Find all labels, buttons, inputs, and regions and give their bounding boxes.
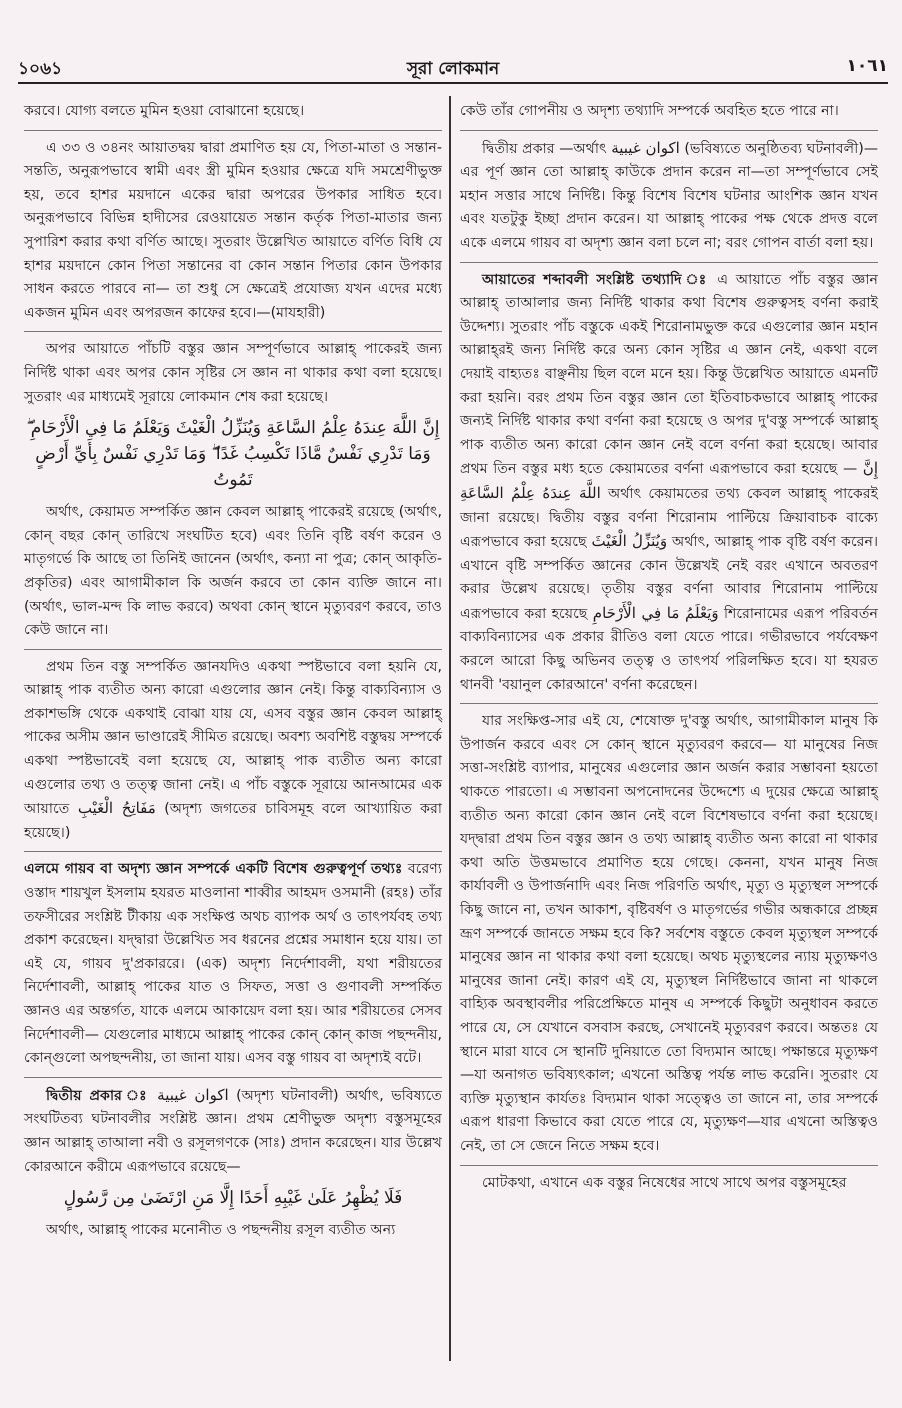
paragraph: করবে। যোগ্য বলতে মুমিন হওয়া বোঝানো হয়েছে। xyxy=(24,103,305,119)
left-column xyxy=(24,100,442,1249)
section-heading: আয়াতের শব্দাবলী সংশ্লিষ্ট তথ্যাদি ঃ xyxy=(482,271,710,288)
paragraph xyxy=(24,1084,442,1179)
paragraph-divider xyxy=(460,262,878,263)
paragraph-text: (অদৃশ্য জগতের চাবিসমূহ বলে আখ্যায়িত করা হয়েছে।) xyxy=(24,801,442,841)
paragraph: কেউ তাঁর গোপনীয় ও অদৃশ্য তথ্যাদি সম্পর্কে অবহিত হতে পারে না। xyxy=(460,103,839,119)
surah-title: সূরা লোকমান xyxy=(406,59,500,79)
arabic-verse: فَلَا يُظْهِرُ عَلَىٰ غَيْبِهِ أَحَدًا إِلَّا مَنِ ارْتَضَىٰ مِن رَّسُولٍ xyxy=(63,1188,403,1209)
paragraph: অপর আয়াতে পাঁচটি বস্তুর জ্ঞান সম্পূর্ণভাবে আল্লাহ্‌ পাকেরই জন্য নির্দিষ্ট থাকা এবং অপর কোন সৃষ্টির সে জ্ঞান না থাকার কথা বলা হয়েছে। সুতরাং এর মাধ্যমেই সূরায়ে লোকমান শেষ করা হয়েছে। xyxy=(24,341,442,405)
paragraph-divider xyxy=(24,331,442,332)
paragraph-text: প্রথম তিন বস্তু সম্পর্কিত জ্ঞানযদিও একথা স্পষ্টভাবে বলা হয়নি যে, আল্লাহ্‌ পাক ব্যতীত অন্য কারো এগুলোর জ্ঞান নেই। কিন্তু বাক্যবিন্যাস ও প্রকাশভঙ্গি থেকে একথাই বোঝা যায় যে, এসব বস্তুর জ্ঞান কেবল আল্লাহ্‌ পাকের অসীম জ্ঞান ভাণ্ডারেই সীমিত রয়েছে। অবশ্য অবশিষ্ট বস্তুদ্বয় সম্পর্কে একথা স্পষ্টভাবেই বলা হয়েছে যে, আল্লাহ্‌ পাক ব্যতীত অন্য কারো এগুলোর তথ্য ও তত্ত্ব জানা নেই। এ পাঁচ বস্তুকে সূরায়ে আনআমের এক আয়াতে xyxy=(24,658,442,818)
arabic-verse: إِنَّ اللَّهَ عِندَهُ عِلْمُ السَّاعَةِ وَيُنَزِّلُ الْغَيْثَ وَيَعْلَمُ مَا فِي الْأَرْحَامِ ۖ وَمَا تَدْرِي نَفْسٌ مَّاذَا تَكْسِبُ غَدًا ۖ وَمَا تَدْرِي نَفْسٌ بِأَيِّ أَرْضٍ تَمُوتُ xyxy=(26,418,440,491)
column-divider xyxy=(449,96,451,1361)
arabic-inline: اكوان غيبية xyxy=(157,1085,229,1104)
paragraph xyxy=(460,269,878,698)
paragraph-text: বরেণ্য ওস্তাদ শায়খুল ইসলাম হযরত মাওলানা শাব্বীর আহমদ ওসমানী (রহঃ) তাঁর তফসীরের সংশ্লিষ্ট টীকায় এক সংক্ষিপ্ত অথচ ব্যাপক অর্থ ও তাৎপর্যবহ তথ্য প্রকাশ করেছেন। যদ্দ্বারা উল্লেখিত সব ধরনের প্রশ্নের সমাধান হয়ে যায়। তা এই যে, গায়ব দু'প্রকাররে। (এক) অদৃশ্য নির্দেশাবলী, যথা শরীয়তের নির্দেশাবলী, আল্লাহ্‌ পাকের যাত ও সিফত, সত্তা ও গুণাবলী সম্পর্কিত জ্ঞানও এর অন্তর্গত, যাকে এলমে আকায়েদ বলা হয়। আর শরীয়তের সেসব নির্দেশাবলী— যেগুলোর মাধ্যমে আল্লাহ্‌ পাকের কোন্‌ কোন্‌ কাজ পছন্দনীয়, কোন্‌গুলো অপছন্দনীয়, তা জানা যায়। এসব বস্তু গায়ব বা অদৃশ্যই বটে। xyxy=(24,861,442,1067)
paragraph: এ ৩৩ ও ৩৪নং আয়াতদ্বয় দ্বারা প্রমাণিত হয় যে, পিতা-মাতা ও সন্তান-সন্ততি, অনুরূপভাবে স্বামী এবং স্ত্রী মুমিন হওয়ার ক্ষেত্রে যদি সমশ্রেণীভুক্ত হয়, তবে হাশর ময়দানে একের দ্বারা অপরের উপকার সাধিত হবে। অনুরূপভাবে বিভিন্ন হাদীসের রেওয়ায়েত সন্তান কর্তৃক পিতা-মাতার জন্য সুপারিশ করার কথা বর্ণিত আছে। সুতরাং উল্লেখিত আয়াতে বর্ণিত বিধি যে হাশর ময়দানে কোন পিতা সন্তানের বা কোন সন্তান পিতার কোন উপকার সাধন করতে পারবে না— তা শুধু সে ক্ষেত্রেই প্রযোজ্য যখন এদের মধ্যে একজন মুমিন এবং অপরজন কাফের হবে।—(মাযহারী) xyxy=(24,139,442,321)
paragraph-divider xyxy=(460,703,878,704)
paragraph-divider xyxy=(24,851,442,852)
arabic-inline: اكوان غيبية xyxy=(611,138,680,157)
paragraph xyxy=(24,858,442,1070)
paragraph-divider xyxy=(24,1077,442,1078)
paragraph-text: (ভবিষ্যতে অনুষ্ঠিতব্য ঘটনাবলী)—এর পূর্ণ জ্ঞান তো আল্লাহ্‌ কাউকে প্রদান করেন না—তা সম্পূর্ণভাবে সেই মহান সত্তার সাথে নির্দিষ্ট। কিন্তু বিশেষ বিশেষ ঘটনার আংশিক জ্ঞান যখন এবং যতটুকু ইচ্ছা প্রদান করেন। যা আল্লাহ্‌ পাকের পক্ষ থেকে প্রদত্ত বলে একে এলমে গায়ব বা অদৃশ্য জ্ঞান বলা চলে না; বরং গোপন বার্তা বলা হয়। xyxy=(460,140,879,251)
paragraph-text: অর্থাৎ কেয়ামতের তথ্য কেবল আল্লাহ্‌ পাকেরই জানা রয়েছে। দ্বিতীয় বস্তুর বর্ণনা শিরোনাম পাল্টিয়ে ক্রিয়াবাচক বাক্যে এরূপভাবে করা হয়েছে xyxy=(460,485,879,551)
paragraph-text: অর্থাৎ, আল্লাহ্‌ পাক বৃষ্টি বর্ষণ করেন। এখানে বৃষ্টি সম্পর্কিত জ্ঞানের কোন উল্লেখই নেই বরং এখানে অবতরণ করার উল্লেখ রয়েছে। তৃতীয় বস্তুর বর্ণনা আবার শিরোনাম পাল্টিয়ে এরূপভাবে করা হয়েছে xyxy=(460,534,879,622)
paragraph-text: এ আয়াতে পাঁচ বস্তুর জ্ঞান আল্লাহ্‌ তাআলার জন্য নির্দিষ্ট থাকার কথা বিশেষ গুরুত্বসহ বর্ণনা করাই উদ্দেশ্য। সুতরাং পাঁচ বস্তুকে একই শিরোনামভুক্ত করে এগুলোর জ্ঞান মহান আল্লাহ্‌রই জন্য নির্দিষ্ট করে অন্য কোন সৃষ্টির এ জ্ঞান নেই, একথা বলে দেয়াই বাহ্যতঃ বাঞ্ছনীয় ছিল বলে মনে হয়। কিন্তু উল্লেখিত আয়াতে এমনটি করা হয়নি। বরং প্রথম তিন বস্তুর জ্ঞান তো ইতিবাচকভাবে আল্লাহ্‌ পাকের জন্যই নির্দিষ্ট থাকার কথা বর্ণনা করা হয়েছে ও অপর দু'বস্তু সম্পর্কে আল্লাহ্‌ পাক ব্যতীত অন্য কারো কোন জ্ঞান নেই বলে বর্ণনা করা হয়েছে। আবার প্রথম তিন বস্তুর মধ্য হতে কেয়ামতের বর্ণনা এরূপভাবে করা হয়েছে — xyxy=(460,271,878,478)
right-column xyxy=(460,100,878,1201)
section-heading: এলমে গায়ব বা অদৃশ্য জ্ঞান সম্পর্কে একটি বিশেষ গুরুত্বপূর্ণ তথ্যঃ xyxy=(24,861,403,878)
paragraph-text: শিরোনামের এরূপ পরিবর্তন বাক্যবিন্যাসের এক প্রকার রীতিও বলা যেতে পারে। গভীরভাবে পর্যবেক্ষণ করলে আরো কিছু অভিনব তত্ত্ব ও তাৎপর্য পরিলক্ষিত হবে। যা হযরত থানবী 'বয়ানুল কোরআনে' বর্ণনা করেছেন। xyxy=(460,605,878,693)
arabic-inline: وَيُنَزِّلُ الْغَيْثَ xyxy=(591,532,668,551)
page-number-arabic: ١٠٦١ xyxy=(846,56,888,76)
paragraph-divider xyxy=(24,130,442,131)
paragraph-divider xyxy=(24,649,442,650)
lead-text: দ্বিতীয় প্রকার —অর্থাৎ xyxy=(482,140,607,157)
paragraph-text: (অদৃশ্য ঘটনাবলী) অর্থাৎ, ভবিষ্যতে সংঘটিতব্য ঘটনাবলীর সংশ্লিষ্ট জ্ঞান। প্রথম শ্রেণীভুক্ত অদৃশ্য বস্তুসমূহের জ্ঞান আল্লাহ্‌ তাআলা নবী ও রসূলগণকে (সাঃ) প্রদান করেছেন। যার উল্লেখ কোরআনে করীমে এরূপভাবে রয়েছে— xyxy=(24,1087,443,1175)
paragraph: অর্থাৎ, কেয়ামত সম্পর্কিত জ্ঞান কেবল আল্লাহ্‌ পাকেরই রয়েছে (অর্থাৎ, কোন্‌ বছর কোন্‌ তারিখে সংঘটিত হবে) এবং তিনি বৃষ্টি বর্ষণ করেন ও মাতৃগর্ভে কি আছে তা তিনিই জানেন (অর্থাৎ, কন্যা না পুত্র; কোন্‌ আকৃতি-প্রকৃতির) এবং আগামীকাল কি অর্জন করবে তা কোন ব্যক্তি জানে না। (অর্থাৎ, ভাল-মন্দ কি লাভ করবে) অথবা কোন্‌ স্থানে মৃত্যুবরণ করবে, তাও কেউ জানে না। xyxy=(24,504,442,639)
paragraph-divider xyxy=(460,1165,878,1166)
arabic-inline: وَيَعْلَمُ مَا فِي الْأَرْحَامِ xyxy=(592,603,719,622)
page-header xyxy=(18,52,888,84)
paragraph xyxy=(24,656,442,846)
lead-text: দ্বিতীয় প্রকার ঃ xyxy=(46,1087,150,1104)
paragraph-divider xyxy=(460,130,878,131)
paragraph xyxy=(460,137,878,256)
arabic-inline: إِنَّ اللَّهَ عِندَهُ عِلْمُ السَّاعَةِ xyxy=(460,459,878,502)
paragraph: অর্থাৎ, আল্লাহ্‌ পাকের মনোনীত ও পছন্দনীয় রসূল ব্যতীত অন্য xyxy=(46,1222,396,1239)
arabic-inline: مَفَاتِحُ الْغَيْبِ xyxy=(77,799,156,818)
paragraph: মোটকথা, এখানে এক বস্তুর নিষেধের সাথে সাথে অপর বস্তুসমূহের xyxy=(482,1174,847,1191)
page-number-bengali: ১০৬১ xyxy=(18,59,63,79)
paragraph: যার সংক্ষিপ্ত-সার এই যে, শেষোক্ত দু'বস্তু অর্থাৎ, আগামীকাল মানুষ কি উপার্জন করবে এবং সে কোন্‌ স্থানে মৃত্যুবরণ করবে— যা মানুষের নিজ সত্তা-সংশ্লিষ্ট ব্যাপার, মানুষের এগুলোর জ্ঞান অর্জন করার সম্ভাবনা হয়তো থাকতে পারতো। এ সম্ভাবনা অপনোদনের উদ্দেশ্যে এ দুয়ের ক্ষেত্রে আল্লাহ্‌ ব্যতীত অন্য কারো কোন জ্ঞান নেই বলে বিশেষভাবে বর্ণনা করা হয়েছে। যদ্দ্বারা প্রথম তিন বস্তুর জ্ঞান ও তথ্য আল্লাহ্‌ ব্যতীত অন্য কারো না থাকার কথা অতি উত্তমভাবে প্রমাণিত হয়ে গেছে। কেননা, যখন মানুষ নিজ কার্যাবলী ও উপার্জনাদি এবং নিজ পরিণতি অর্থাৎ, মৃত্যু ও মৃত্যুস্থল সম্পর্কে কিছু জানে না, তখন আকাশ, বৃষ্টিবর্ষণ ও মাতৃগর্ভের গভীর অন্ধকারে প্রচ্ছন্ন ভ্রূণ সম্পর্কে জানতে সক্ষম হবে কি? সর্বশেষ বস্তুতে কেবল মৃত্যুস্থল সম্পর্কে মানুষের জ্ঞান না থাকার কথা বলা হয়েছে। অথচ মৃত্যুস্থলের ন্যায় মৃত্যুক্ষণও মানুষের জানা নেই। কারণ এই যে, মৃত্যুস্থল নির্দিষ্টভাবে জানা না থাকলে বাহ্যিক অবস্থাবলীর পরিপ্রেক্ষিতে মানুষ এ সম্পর্কে কিছুটা অনুধাবন করতে পারে যে, সে যেখানে বসবাস করছে, সেখানেই মৃত্যুবরণ করবে। অন্ততঃ যে স্থানে মারা যাবে সে স্থানটি দুনিয়াতে তো বিদ্যমান আছে। পক্ষান্তরে মৃত্যুক্ষণ—যা অনাগত ভবিষ্যৎকাল; এখনো অস্তিত্ব পর্যন্ত লাভ করেনি। সুতরাং যে ব্যক্তি মৃত্যুস্থান কার্যতঃ বিদ্যমান থাকা সত্ত্বেও তা জানে না, তার সম্পর্কে এরূপ ধারণা কিভাবে করা যেতে পারে যে, মৃত্যুক্ষণ—যার এখনো অস্তিত্বও নেই, তা সে জেনে নিতে সক্ষম হবে। xyxy=(460,713,878,1154)
